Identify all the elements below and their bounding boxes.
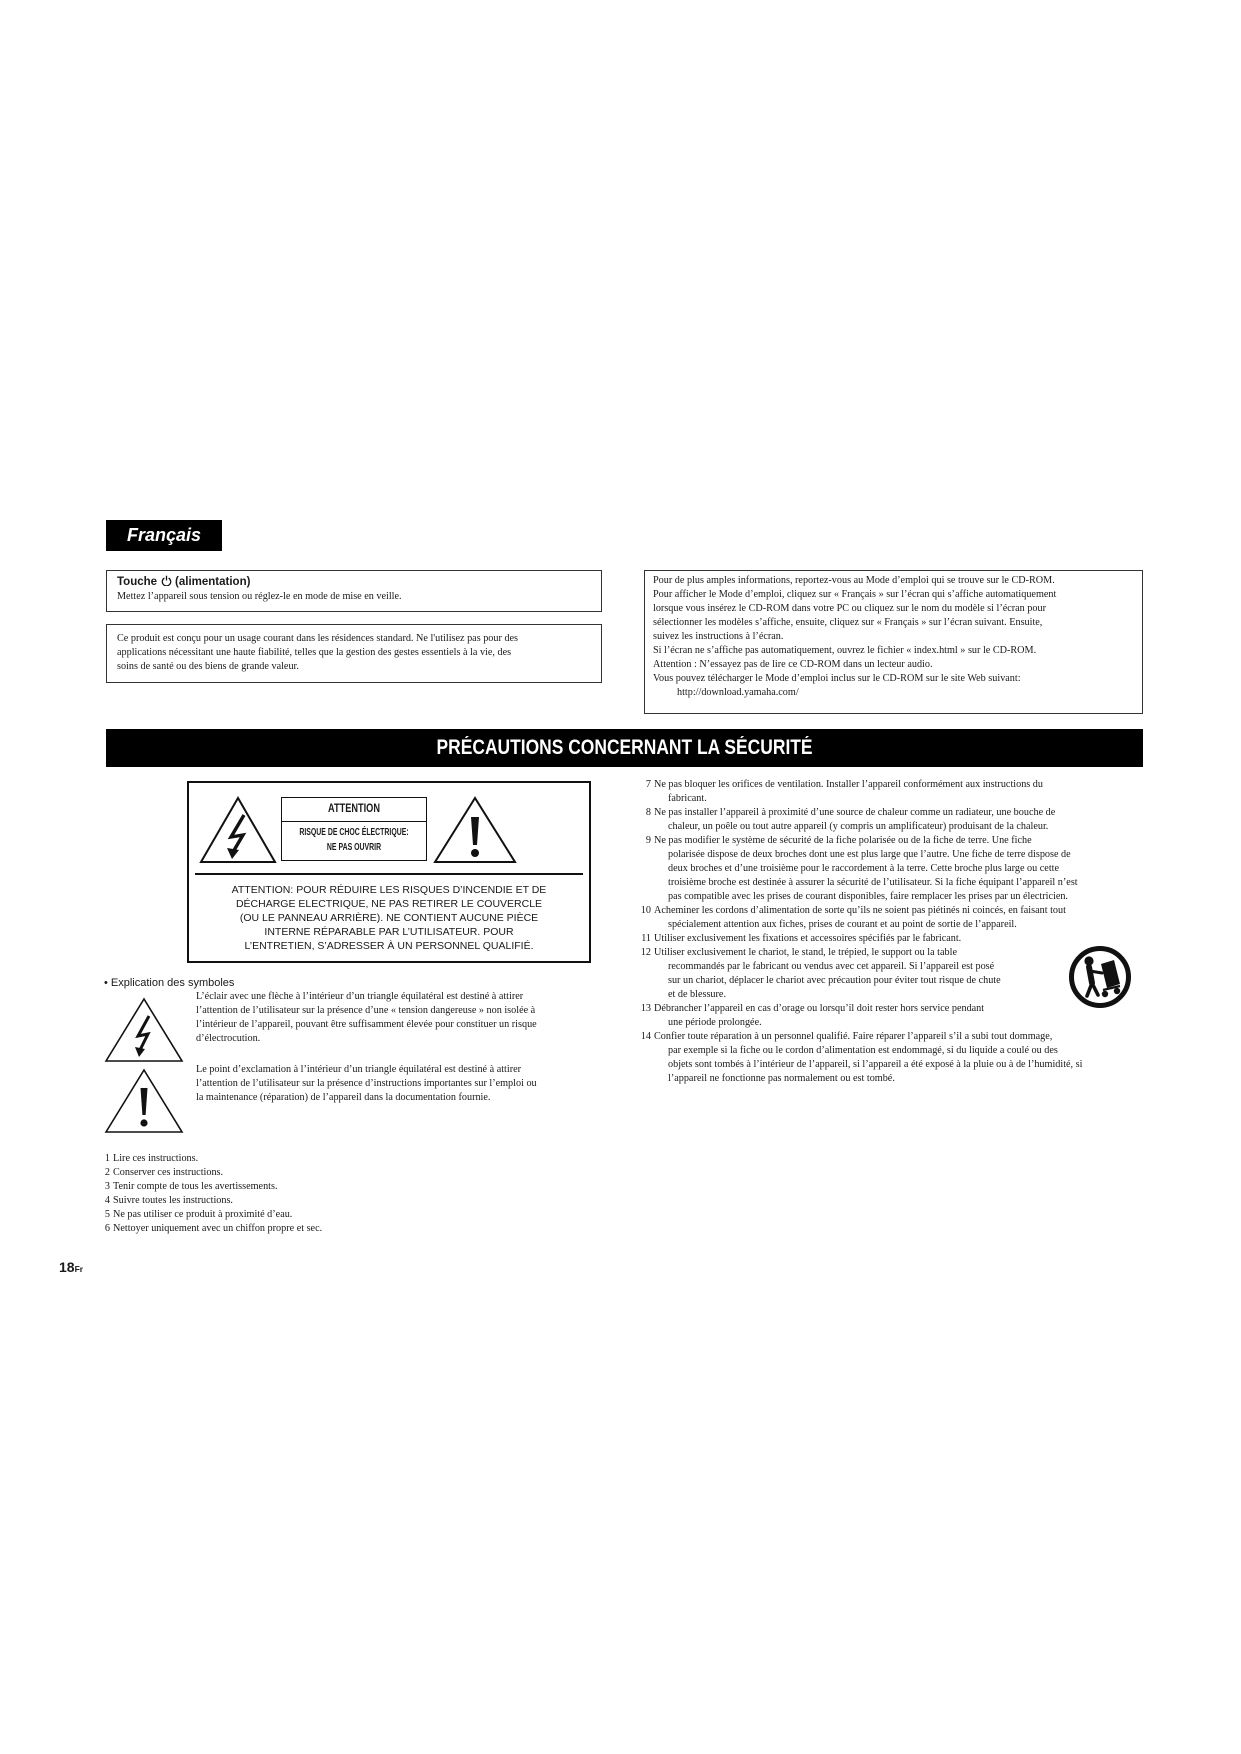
item-number: 7 bbox=[645, 779, 651, 790]
item-continuation-line: l’appareil ne fonctionne pas normalement ou est tombé. bbox=[668, 1073, 895, 1084]
cdrom-info-text bbox=[653, 574, 1056, 700]
item-first-line bbox=[640, 806, 1082, 820]
exclamation-explanation bbox=[196, 1063, 537, 1105]
item-number: 3 bbox=[104, 1181, 110, 1192]
exclamation-explanation-line: Le point d’exclamation à l’intérieur d’un triangle équilatéral est destiné à attirer bbox=[196, 1064, 522, 1075]
item-text: Conserver ces instructions. bbox=[113, 1167, 224, 1178]
list-item-1 bbox=[104, 1152, 322, 1166]
power-key-box bbox=[106, 570, 602, 612]
item-text: Ne pas bloquer les orifices de ventilation. Installer l’appareil conformément aux instructions du bbox=[654, 779, 1043, 790]
cdrom-info-line: Attention : N’essayez pas de lire ce CD-ROM dans un lecteur audio. bbox=[653, 659, 933, 670]
item-continuation-line: fabricant. bbox=[668, 793, 707, 804]
item-continuation-line: deux broches et d’une troisième pour le raccordement à la terre. Cette broche plus large ou cette bbox=[668, 863, 1060, 874]
download-url: http://download.yamaha.com/ bbox=[677, 687, 799, 698]
section-title-bar bbox=[106, 729, 1143, 767]
item-continuation-line: par exemple si la fiche ou le cordon d’alimentation est endommagé, si du liquide a coulé ou des bbox=[668, 1045, 1058, 1056]
list-item-6 bbox=[104, 1222, 322, 1236]
lightning-triangle-icon bbox=[104, 997, 184, 1068]
item-text: Ne pas modifier le système de sécurité de la fiche polarisée ou de la fiche de terre. Une fiche bbox=[654, 835, 1032, 846]
lightning-explanation bbox=[196, 990, 537, 1046]
item-number: 11 bbox=[641, 933, 651, 944]
item-first-line bbox=[104, 1180, 322, 1194]
lightning-explanation-line: l’attention de l’utilisateur sur la présence d’une « tension dangereuse » non isolée à bbox=[196, 1005, 536, 1016]
item-continuation-line: polarisée dispose de deux broches dont une est plus large que l’autre. Une fiche de terre dispose de bbox=[668, 849, 1071, 860]
caution-body bbox=[189, 883, 589, 953]
item-number: 5 bbox=[104, 1209, 110, 1220]
power-key-title bbox=[117, 575, 250, 590]
list-item-4 bbox=[104, 1194, 322, 1208]
item-first-line bbox=[104, 1194, 322, 1208]
caution-heading: ATTENTION bbox=[328, 803, 380, 815]
item-number: 1 bbox=[104, 1153, 110, 1164]
power-key-description: Mettez l’appareil sous tension ou réglez-le en mode de mise en veille. bbox=[117, 591, 402, 602]
item-text: Confier toute réparation à un personnel qualifié. Faire réparer l’appareil s’il a subi tout dommage, bbox=[654, 1031, 1053, 1042]
item-text: Nettoyer uniquement avec un chiffon propre et sec. bbox=[113, 1223, 323, 1234]
list-item-10 bbox=[640, 904, 1082, 932]
list-item-11 bbox=[640, 932, 1082, 946]
item-number: 13 bbox=[640, 1003, 651, 1014]
cdrom-info-line: lorsque vous insérez le CD-ROM dans votre PC ou cliquez sur le nom du modèle si l’écran pour bbox=[653, 603, 1046, 614]
list-item-5 bbox=[104, 1208, 322, 1222]
item-first-line bbox=[104, 1222, 322, 1236]
list-item-14 bbox=[640, 1030, 1082, 1086]
caution-body-line: DÉCHARGE ELECTRIQUE, NE PAS RETIRER LE COUVERCLE bbox=[235, 898, 543, 910]
item-first-line bbox=[640, 946, 1082, 960]
caution-body-line: ATTENTION: POUR RÉDUIRE LES RISQUES D’INCENDIE ET DE bbox=[231, 884, 547, 896]
list-item-2 bbox=[104, 1166, 322, 1180]
usage-notice-line: soins de santé ou des biens de grande valeur. bbox=[117, 661, 299, 672]
item-first-line bbox=[640, 932, 1082, 946]
lightning-explanation-line: d’électrocution. bbox=[196, 1033, 261, 1044]
usage-notice-line: applications nécessitant une haute fiabilité, telles que la gestion des gestes essentiels à la vie, des bbox=[117, 647, 512, 658]
safety-instructions-list bbox=[640, 778, 1082, 1086]
cdrom-info-line: Si l’écran ne s’affiche pas automatiquement, ouvrez le fichier « index.html » sur le CD-ROM. bbox=[653, 645, 1037, 656]
page-number-value: 18 bbox=[59, 1259, 75, 1275]
section-title: PRÉCAUTIONS CONCERNANT LA SÉCURITÉ bbox=[436, 736, 813, 759]
power-icon bbox=[161, 575, 172, 590]
cdrom-info-line: Pour de plus amples informations, reportez-vous au Mode d’emploi qui se trouve sur le CD-ROM. bbox=[653, 575, 1055, 586]
item-first-line bbox=[104, 1166, 322, 1180]
cdrom-info-line: Pour afficher le Mode d’emploi, cliquez sur « Français » sur l’écran qui s’affiche automatiquement bbox=[653, 589, 1057, 600]
list-item-8 bbox=[640, 806, 1082, 834]
list-item-13 bbox=[640, 1002, 1082, 1030]
item-continuation-line: recommandés par le fabricant ou vendus avec cet appareil. Si l’appareil est posé bbox=[668, 961, 995, 972]
cdrom-info-box bbox=[644, 570, 1143, 714]
list-item-7 bbox=[640, 778, 1082, 806]
item-text: Ne pas utiliser ce produit à proximité d’eau. bbox=[113, 1209, 293, 1220]
item-continuation-line: troisième broche est destinée à assurer la sécurité de l’utilisateur. Si la fiche équipant l’appareil n’est bbox=[668, 877, 1078, 888]
item-continuation-line: spécialement attention aux fiches, prises de courant et au point de sortie de l’appareil. bbox=[668, 919, 1017, 930]
item-continuation-line: objets sont tombés à l’intérieur de l’appareil, si l’appareil a été exposé à la pluie ou à de l’humidité, si bbox=[668, 1059, 1083, 1070]
caution-body-line: INTERNE RÉPARABLE PAR L’UTILISATEUR. POUR bbox=[264, 926, 514, 938]
item-text: Débrancher l’appareil en cas d’orage ou lorsqu’il doit rester hors service pendant bbox=[654, 1003, 985, 1014]
list-item-12 bbox=[640, 946, 1082, 1002]
item-first-line bbox=[640, 778, 1082, 792]
cdrom-info-line: sélectionner les modèles s’affiche, ensuite, cliquez sur « Français » sur l’écran suivant. Ensuite, bbox=[653, 617, 1043, 628]
list-item-3 bbox=[104, 1180, 322, 1194]
lightning-explanation-line: l’intérieur de l’appareil, pouvant être suffisamment élevée pour constituer un risque bbox=[196, 1019, 537, 1030]
page-number bbox=[59, 1259, 83, 1277]
exclamation-warning-icon bbox=[432, 795, 518, 870]
item-number: 10 bbox=[640, 905, 651, 916]
item-continuation-line: sur un chariot, déplacer le chariot avec précaution pour éviter tout risque de chute bbox=[668, 975, 1001, 986]
electric-shock-warning-icon bbox=[198, 795, 278, 870]
symbols-heading: • Explication des symboles bbox=[104, 977, 235, 989]
caution-heading-row bbox=[282, 798, 426, 822]
item-continuation-line: chaleur, un poêle ou tout autre appareil (y compris un amplificateur) produisant de la chaleur. bbox=[668, 821, 1049, 832]
lightning-explanation-line: L’éclair avec une flèche à l’intérieur d’un triangle équilatéral est destiné à attirer bbox=[196, 991, 524, 1002]
item-continuation-line: et de blessure. bbox=[668, 989, 726, 1000]
cdrom-info-lines bbox=[653, 574, 1056, 686]
risk-line: RISQUE DE CHOC ÉLECTRIQUE: bbox=[299, 826, 409, 838]
cdrom-info-line: Vous pouvez télécharger le Mode d’emploi inclus sur le CD-ROM sur le site Web suivant: bbox=[653, 673, 1021, 684]
power-title-label: Touche bbox=[117, 576, 158, 588]
caution-label bbox=[187, 781, 591, 963]
item-text: Acheminer les cordons d’alimentation de sorte qu’ils ne soient pas piétinés ni coincés, en faisant tout bbox=[654, 905, 1066, 916]
language-tab: Français bbox=[106, 520, 222, 551]
page-language-suffix: Fr bbox=[74, 1264, 84, 1274]
item-text: Utiliser exclusivement le chariot, le stand, le trépied, le support ou la table bbox=[654, 947, 957, 958]
item-number: 6 bbox=[104, 1223, 110, 1234]
item-number: 12 bbox=[640, 947, 651, 958]
cdrom-info-line: suivez les instructions à l’écran. bbox=[653, 631, 784, 642]
item-number: 4 bbox=[104, 1195, 110, 1206]
cart-tip-over-icon bbox=[1068, 944, 1132, 1015]
item-number: 9 bbox=[645, 835, 651, 846]
exclamation-triangle-icon bbox=[104, 1068, 184, 1139]
risk-line: NE PAS OUVRIR bbox=[326, 841, 382, 853]
item-first-line bbox=[104, 1152, 322, 1166]
item-number: 2 bbox=[104, 1167, 110, 1178]
item-text: Suivre toutes les instructions. bbox=[113, 1195, 233, 1206]
item-first-line bbox=[640, 834, 1082, 848]
item-number: 8 bbox=[645, 807, 651, 818]
item-first-line bbox=[104, 1208, 322, 1222]
usage-notice-line: Ce produit est conçu pour un usage courant dans les résidences standard. Ne l'utilisez pas pour des bbox=[117, 633, 519, 644]
item-first-line bbox=[640, 1002, 1082, 1016]
item-text: Utiliser exclusivement les fixations et accessoires spécifiés par le fabricant. bbox=[654, 933, 962, 944]
caution-divider bbox=[195, 873, 583, 875]
exclamation-explanation-line: la maintenance (réparation) de l’appareil dans la documentation fournie. bbox=[196, 1092, 491, 1103]
exclamation-explanation-line: l’attention de l’utilisateur sur la présence d’instructions importantes sur l’emploi ou bbox=[196, 1078, 537, 1089]
risk-text-row bbox=[282, 822, 426, 855]
caution-text-box bbox=[281, 797, 427, 861]
power-title-suffix: (alimentation) bbox=[175, 576, 251, 588]
list-item-9 bbox=[640, 834, 1082, 904]
item-number: 14 bbox=[640, 1031, 651, 1042]
item-text: Ne pas installer l’appareil à proximité d’une source de chaleur comme un radiateur, une bouche de bbox=[654, 807, 1056, 818]
item-text: Lire ces instructions. bbox=[113, 1153, 199, 1164]
caution-body-line: L’ENTRETIEN, S’ADRESSER À UN PERSONNEL QUALIFIÉ. bbox=[244, 940, 534, 952]
item-continuation-line: pas compatible avec les prises de courant disponibles, faire remplacer les prises par un électricien. bbox=[668, 891, 1068, 902]
item-text: Tenir compte de tous les avertissements. bbox=[113, 1181, 278, 1192]
usage-notice-box bbox=[106, 624, 602, 683]
basic-instructions-list bbox=[104, 1152, 322, 1236]
item-first-line bbox=[640, 904, 1082, 918]
item-continuation-line: une période prolongée. bbox=[668, 1017, 762, 1028]
usage-notice-text bbox=[117, 632, 518, 674]
caution-body-line: (OU LE PANNEAU ARRIÈRE). NE CONTIENT AUCUNE PIÈCE bbox=[239, 912, 539, 924]
item-first-line bbox=[640, 1030, 1082, 1044]
